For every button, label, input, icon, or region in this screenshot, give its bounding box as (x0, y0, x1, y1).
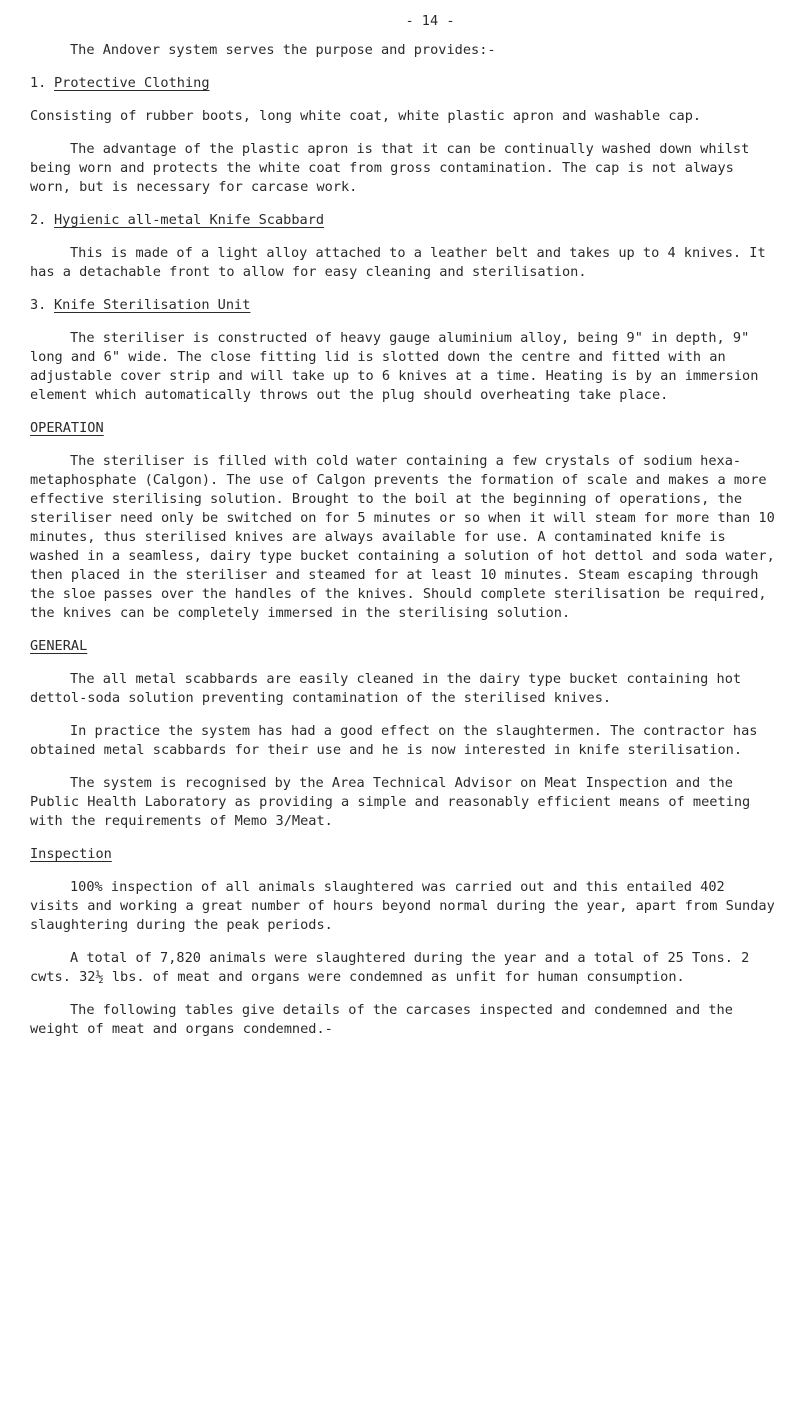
section-1-heading (30, 74, 780, 93)
section-3-title: Knife Sterilisation Unit (54, 297, 251, 313)
inspection-heading (30, 845, 780, 864)
section-1-paragraph-2: The advantage of the plastic apron is that it can be continually washed down whilst being worn and protects the white coat from gross contamination. The cap is not always worn, but is necessary for carcase work. (30, 141, 750, 195)
section-1-paragraph-1: Consisting of rubber boots, long white coat, white plastic apron and washable cap. (30, 108, 702, 124)
intro-text: The Andover system serves the purpose and provides:- (70, 42, 496, 58)
general-paragraph-1: The all metal scabbards are easily cleaned in the dairy type bucket containing hot dettol-soda solution preventing contamination of the sterilised knives. (30, 671, 742, 706)
section-3-heading (30, 296, 780, 315)
section-2-title: Hygienic all-metal Knife Scabbard (54, 212, 325, 228)
section-2-heading (30, 211, 780, 230)
operation-title: OPERATION (30, 420, 104, 436)
operation-heading (30, 419, 780, 438)
section-1-title: Protective Clothing (54, 75, 210, 91)
page-number: - 14 - (405, 13, 455, 29)
inspection-paragraph-3: The following tables give details of the carcases inspected and condemned and the weight of meat and organs condemned.- (30, 1002, 733, 1037)
section-3-paragraph-1: The steriliser is constructed of heavy gauge aluminium alloy, being 9" in depth, 9" long and 6" wide. The close fitting lid is slotted down the centre and fitted with an adjustable cover strip and will take up to 6 knives at a time. Heating is by an immersion element which automatically throws out the plug should overheating take place. (30, 330, 759, 403)
general-paragraph-3: The system is recognised by the Area Technical Advisor on Meat Inspection and the Public Health Laboratory as providing a simple and reasonably efficient means of meeting with the requirements of Memo 3/Meat. (30, 775, 751, 829)
section-3-number: 3. (30, 297, 47, 313)
general-heading (30, 637, 780, 656)
document-page (30, 12, 780, 1053)
general-paragraph-2: In practice the system has had a good effect on the slaughtermen. The contractor has obtained metal scabbards for their use and he is now interested in knife sterilisation. (30, 723, 758, 758)
operation-paragraph-1: The steriliser is filled with cold water containing a few crystals of sodium hexa-metaphosphate (Calgon). The use of Calgon prevents the formation of scale and makes a more effective sterilising solution. Brought to the boil at the beginning of operations, the steriliser need only be switched on for 5 minutes or so when it will steam for more than 10 minutes, thus sterilised knives are always available for use. A contaminated knife is washed in a seamless, dairy type bucket containing a solution of hot dettol and soda water, then placed in the steriliser and steamed for at least 10 minutes. Steam escaping through the sloe passes over the handles of the knives. Should complete sterilisation be required, the knives can be completely immersed in the sterilising solution. (30, 453, 775, 621)
inspection-title: Inspection (30, 846, 112, 862)
section-2-number: 2. (30, 212, 47, 228)
general-title: GENERAL (30, 638, 88, 654)
section-2-paragraph-1: This is made of a light alloy attached to a leather belt and takes up to 4 knives. It has a detachable front to allow for easy cleaning and sterilisation. (30, 245, 766, 280)
inspection-paragraph-1: 100% inspection of all animals slaughtered was carried out and this entailed 402 visits and working a great number of hours beyond normal during the year, apart from Sunday slaughtering during the peak periods. (30, 879, 775, 933)
section-1-number: 1. (30, 75, 47, 91)
inspection-paragraph-2: A total of 7,820 animals were slaughtered during the year and a total of 25 Tons. 2 cwts. 32½ lbs. of meat and organs were condemned as unfit for human consumption. (30, 950, 750, 985)
